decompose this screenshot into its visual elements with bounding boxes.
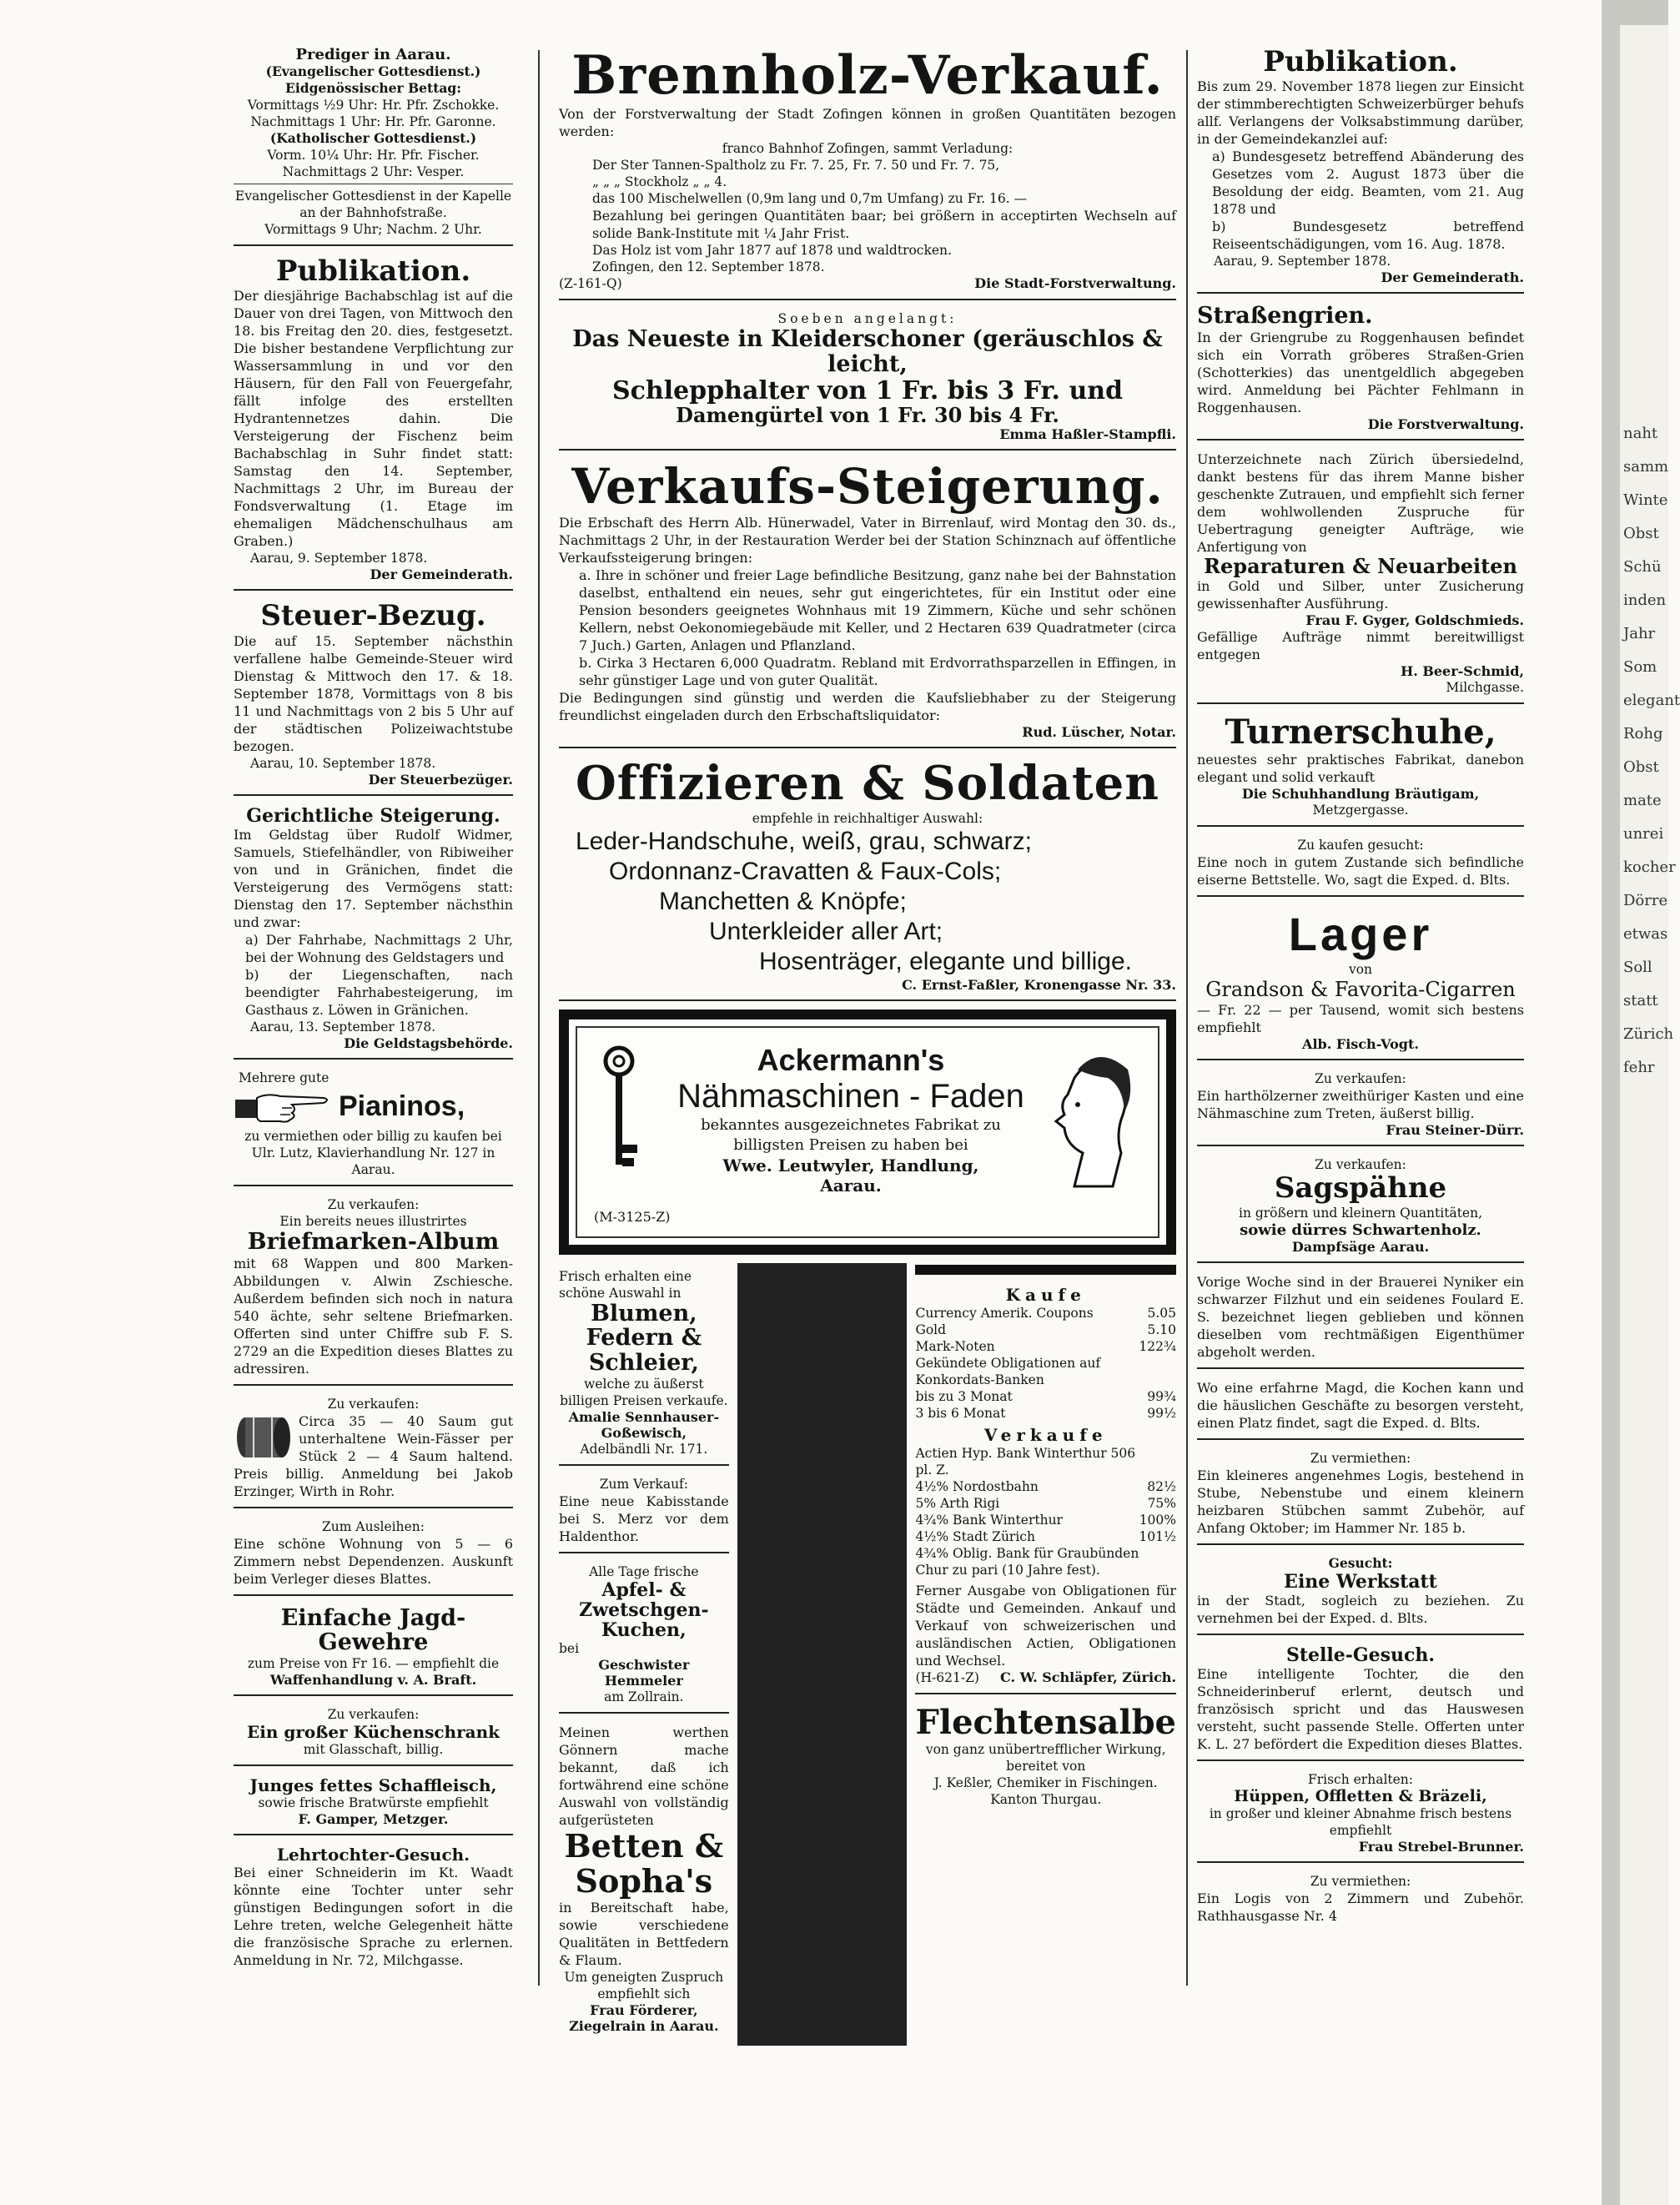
rates-kaufe-table: [915, 1305, 1176, 1422]
edge-text: Dörre: [1623, 892, 1668, 909]
ad-subtitle: Eidgenössischer Bettag:: [285, 80, 461, 96]
edge-text: kocher: [1623, 858, 1676, 876]
ad-body: Ein harthölzerner zweithüriger Kasten und eine Nähmaschine zum Treten, äußerst billig.: [1197, 1088, 1524, 1122]
ad-gericht: [234, 801, 513, 1060]
ad-line: Schlepphalter von 1 Fr. bis 3 Fr. und: [611, 375, 1124, 405]
ad-signature: Der Gemeinderath.: [1381, 269, 1524, 286]
ad-title: Das Neueste in Kleiderschoner (geräuschlos & leicht,: [572, 326, 1163, 378]
ad-body: Im Geldstag über Rudolf Widmer, Samuels, Stiefelhändler, von Ribiweiher von und in Gränichen, findet die Versteigerung des Vermögens statt: Dienstag den 17. September nächsthin und zwar:: [234, 826, 513, 930]
ad-strassengrien: [1197, 299, 1524, 440]
ad-body: Bei einer Schneiderin im Kt. Waadt könnte eine Tochter unter sehr günstigen Bedingungen sofort in die Lehre treten, welche Gelegenheit hätte die französische Sprache zu erlernen. Anmeldung in Nr. 72, Milchgasse.: [234, 1865, 513, 1969]
ad-code: (M-3125-Z): [594, 1208, 671, 1225]
ad-body: In der Griengrube zu Roggenhausen befindet sich ein Vorrath gröberes Straßen-Grien (Schotterkies) das unentgeldlich abgegeben wird. Anmeldung bei Pächter Fehlmann in Roggenhausen.: [1197, 330, 1524, 416]
ad-fundsachen: [1197, 1268, 1524, 1369]
ad-body: Eine noch in gutem Zustande sich befindliche eiserne Bettstelle. Wo, sagt die Exped. d. Blts.: [1197, 854, 1524, 889]
rate-row: [915, 1338, 1176, 1355]
ad-signature: Geschwister Hemmeler: [598, 1657, 690, 1689]
ad-place: Aarau.: [820, 1175, 882, 1196]
edge-text: Obst: [1623, 758, 1659, 776]
ad-signature: Die Forstverwaltung.: [1367, 416, 1524, 433]
rate-value: 5.05: [1147, 1305, 1177, 1321]
ad-pretitle: Zu kaufen gesucht:: [1297, 838, 1424, 853]
rate-label: Currency Amerik. Coupons: [915, 1305, 1094, 1321]
ad-verkaufs-steigerung: [559, 456, 1176, 748]
ad-pretitle: Zu verkaufen:: [327, 1196, 420, 1212]
ad-subtitle: empfehle in reichhaltiger Auswahl:: [752, 810, 983, 826]
ad-title: Sagspähne: [1274, 1171, 1447, 1206]
ad-body: Ein kleineres angenehmes Logis, bestehend in Stube, Nebenstube und einem kleinern heizbaren Stübchen sammt Zubehör, auf Anfang Oktober; im Hammer Nr. 185 b.: [1197, 1467, 1524, 1536]
ad-body: Um geneigten Zuspruch empfiehlt sich: [564, 1969, 724, 2001]
ad-body: von ganz unübertrefflicher Wirkung, bereitet von: [925, 1741, 1166, 1774]
ad-lager: [1197, 902, 1524, 1060]
rate-row: [915, 1512, 1176, 1528]
column-rule: [1186, 50, 1188, 1986]
ad-subtitle: (Evangelischer Gottesdienst.): [265, 63, 481, 79]
ad-line: Evangelischer Gottesdienst in der Kapelle an der Bahnhofstraße.: [234, 184, 513, 221]
ad-brennholz: [559, 42, 1176, 300]
rate-value: [1139, 1445, 1176, 1478]
bottom-split: [559, 1263, 1176, 2046]
rate-value: 82½: [1147, 1478, 1177, 1494]
rate-row: [915, 1528, 1176, 1545]
ad-date: Aarau, 10. September 1878.: [250, 755, 436, 771]
barrel-icon: [234, 1412, 292, 1462]
edge-text: Winte: [1623, 491, 1668, 509]
ad-body: bei: [559, 1641, 580, 1657]
ad-title: Apfel- & Zwetschgen-Kuchen,: [579, 1578, 709, 1641]
ad-body: in der Stadt, sogleich zu beziehen. Zu vernehmen bei der Exped. d. Blts.: [1197, 1593, 1524, 1627]
rate-value: [1139, 1545, 1176, 1578]
ad-title: Junges fettes Schaffleisch,: [249, 1775, 497, 1796]
ad-sagspaehne: [1197, 1151, 1524, 1262]
ad-signature: Frau Steiner-Dürr.: [1386, 1122, 1524, 1139]
rate-row: [915, 1355, 1176, 1388]
ad-signature: Frau Förderer,: [590, 2001, 698, 2018]
next-page-fragments: [1623, 417, 1680, 1085]
ad-title: Hüppen, Offletten & Bräzeli,: [1234, 1787, 1487, 1806]
ad-subtitle: Ein bereits neues illustrirtes: [279, 1213, 467, 1229]
ad-body: Gefällige Aufträge nimmt bereitwilligst entgegen: [1197, 629, 1524, 663]
rate-value: 100%: [1139, 1512, 1177, 1528]
rate-value: 75%: [1147, 1495, 1177, 1511]
ad-bettstelle: [1197, 832, 1524, 897]
ad-body: Der diesjährige Bachabschlag ist auf die Dauer von drei Tagen, von Mittwoch den 18. bis Freitag den 20. dies, festgesetzt. Die bisher bestandene Verpflichtung zur Wassersammlung in und vor den Häusern, für den Fall von Feuergefahr, fällt infolge des erstellten Hydrantennetzes dahin. Die Versteigerung der Fischenz beim Bachabschlag in Suhr findet statt: Samstag den 14. September, Nachmittags 2 Uhr, im Bureau der Fondsverwaltung (1. Etage im ehemaligen Mädchenschulhaus am Graben.): [234, 288, 513, 550]
rate-row: [915, 1445, 1176, 1478]
ad-weinfaesser: [234, 1391, 513, 1508]
ad-pretitle: Zu verkaufen:: [1315, 1157, 1406, 1173]
rate-label: Mark-Noten: [915, 1338, 995, 1354]
ad-signature: Frau F. Gyger, Goldschmieds.: [1305, 612, 1524, 629]
ad-body: sowie dürres Schwartenholz.: [1240, 1221, 1481, 1239]
ad-title: Stelle-Gesuch.: [1285, 1644, 1436, 1667]
ad-flechtensalbe: [915, 1699, 1176, 1815]
next-page-paper: [1620, 25, 1680, 2205]
ad-title: Lager: [1288, 908, 1433, 961]
ad-magd: [1197, 1374, 1524, 1440]
ad-body: Ferner Ausgabe von Obligationen für Städte und Gemeinden. Ankauf und Verkauf von schweizerischen und ausländischen Actien, Obligationen und Wechsel.: [915, 1582, 1177, 1669]
ad-body: zum Preise von Fr 16. — empfiehlt die: [247, 1656, 500, 1672]
edge-text: Jahr: [1623, 625, 1656, 642]
ad-title: Gerichtliche Steigerung.: [246, 804, 500, 827]
ad-line: „ „ „ Stockholz „ „ 4.: [592, 174, 727, 190]
edge-text: samm: [1623, 458, 1669, 476]
ad-body: Eine schöne Wohnung von 5 — 6 Zimmern nebst Dependenzen. Auskunft beim Verleger dieses Blattes.: [234, 1535, 513, 1587]
ad-subtitle: (Katholischer Gottesdienst.): [269, 130, 477, 146]
ad-title: Verkaufs-Steigerung.: [571, 458, 1164, 516]
next-page-edge: [1602, 0, 1680, 2205]
rate-label: 4½% Stadt Zürich: [915, 1528, 1035, 1544]
ad-pretitle: Zu verkaufen:: [327, 1707, 420, 1723]
ad-title: Publikation.: [275, 254, 471, 288]
rate-label: 4¾% Bank Winterthur: [915, 1512, 1063, 1528]
ad-line: Manchetten & Knöpfe;: [659, 887, 907, 915]
ad-body: mit Glasschaft, billig.: [303, 1742, 444, 1758]
ad-steuer: [234, 596, 513, 795]
ad-subtitle: von: [1348, 962, 1373, 978]
ad-body: Die Bedingungen sind günstig und werden die Kaufsliebhaber zu der Steigerung freundlichst eingeladen durch den Erbschaftsliquidator:: [559, 689, 1176, 723]
ad-body: bekanntes ausgezeichnetes Fabrikat zu billigsten Preisen zu haben bei: [701, 1115, 1001, 1154]
ad-betten: [559, 1719, 729, 2041]
black-bar: [915, 1265, 1176, 1275]
ad-title: Brennholz-Verkauf.: [571, 44, 1164, 107]
ad-ackermann: [559, 1009, 1176, 1255]
ad-prediger: [234, 42, 513, 246]
ad-body: Circa 35 — 40 Saum gut unterhaltene Wein-Fässer per Stück 2 — 4 Saum haltend. Preis billig. Anmeldung bei Jakob Erzinger, Wirth in Rohr.: [234, 1412, 513, 1499]
ad-pretitle: Zu vermiethen:: [1310, 1874, 1411, 1890]
ad-line: das 100 Mischelwellen (0,9m lang und 0,7m Umfang) zu Fr. 16. —: [592, 191, 1028, 207]
edge-text: Soll: [1623, 959, 1652, 976]
ad-signature: Die Schuhhandlung Bräutigam,: [1241, 786, 1480, 803]
edge-text: unrei: [1623, 825, 1664, 843]
ad-pretitle: Zu vermiethen:: [1310, 1450, 1411, 1466]
ad-body: Die Erbschaft des Herrn Alb. Hünerwadel, Vater in Birrenlauf, wird Montag den 30. ds., Nachmittags 2 Uhr, in der Restauration Werder bei der Station Schinznach auf öffentliche Verkaufssteigerung bringen:: [559, 514, 1176, 566]
rate-label: 3 bis 6 Monat: [915, 1405, 1006, 1421]
ad-signature: Der Gemeinderath.: [370, 566, 513, 583]
ad-body: in großer und kleiner Abnahme frisch bestens empfiehlt: [1209, 1806, 1512, 1839]
ad-werkstatt: [1197, 1550, 1524, 1635]
column-middle: [559, 42, 1176, 2188]
ad-item: a. Ihre in schöner und freier Lage befindliche Besitzung, ganz nahe bei der Bahnstation daselbst, enthaltend ein neues, sehr gut eingerichtetes, für ein Institut oder eine Pension besonders geeignetes Wohnhaus mit 19 Zimmern, Küche und sehr schönen Kellern, nebst Oekonomiegebäude mit Keller, und 2 Hectaren 639 Quadratmeter (circa 7 Juch.) Garten, Anlagen und Pflanzland.: [579, 566, 1176, 653]
ad-line: Vormittags 9 Uhr; Nachm. 2 Uhr.: [264, 222, 482, 237]
ad-title: Lehrtochter-Gesuch.: [276, 1845, 470, 1865]
ad-body: Ein Logis von 2 Zimmern und Zubehör. Rathhausgasse Nr. 4: [1197, 1890, 1524, 1925]
ad-kleiderschoner: [559, 305, 1176, 451]
ad-schaffleisch: [234, 1771, 513, 1835]
ad-briefmarken: [234, 1191, 513, 1386]
key-icon: [594, 1043, 644, 1185]
ad-wohnung: [234, 1513, 513, 1596]
ad-body: Eine neue Kabisstande bei S. Merz vor dem Haldenthor.: [559, 1493, 729, 1544]
ad-title: Betten & Sopha's: [564, 1827, 724, 1900]
rate-row: [915, 1321, 1176, 1338]
ad-reparaturen: [1197, 446, 1524, 704]
ad-line: Damengürtel von 1 Fr. 30 bis 4 Fr.: [676, 402, 1059, 427]
ad-date: Zofingen, den 12. September 1878.: [592, 259, 825, 275]
ad-title: Publikation.: [1263, 45, 1458, 78]
ad-body: Die auf 15. September nächsthin verfallene halbe Gemeinde-Steuer wird Dienstag & Mittwoch den 17. & 18. September 1878, Vormittags von 8 bis 11 und Nachmittags von 2 bis 5 Uhr auf der städtischen Polizeiwachtstube bezogen.: [234, 632, 513, 754]
ad-blumen: [559, 1263, 729, 1466]
rates-verkaufe-table: [915, 1445, 1176, 1578]
rate-row: [915, 1478, 1176, 1495]
ad-code: (H-621-Z): [915, 1669, 979, 1685]
edge-text: naht: [1623, 425, 1658, 442]
column-left: [234, 42, 513, 2188]
rate-label: 4¾% Oblig. Bank für Graubünden Chur zu pari (10 Jahre fest).: [915, 1545, 1139, 1578]
ad-title: Prediger in Aarau.: [295, 46, 451, 63]
ad-signature: Emma Haßler-Stampfli.: [999, 426, 1176, 443]
ad-line: franco Bahnhof Zofingen, sammt Verladung:: [722, 141, 1014, 157]
edge-text: Zürich: [1623, 1025, 1674, 1043]
edge-text: mate: [1623, 792, 1662, 809]
ad-pretitle: Zu verkaufen:: [327, 1396, 420, 1412]
column-rule: [737, 1263, 908, 2046]
rate-value: 99½: [1147, 1405, 1177, 1421]
ad-address: Kanton Thurgau.: [990, 1791, 1102, 1807]
ad-line: Bezahlung bei geringen Quantitäten baar; bei größern in acceptirten Wechseln auf solide Bank-Institute mit ¼ Jahr Frist.: [592, 208, 1176, 242]
ad-stelle: [1197, 1640, 1524, 1761]
ad-line: Nachmittags 2 Uhr: Vesper.: [282, 164, 465, 179]
rate-label: Actien Hyp. Bank Winterthur 506 pl. Z.: [915, 1445, 1136, 1478]
edge-text: Schü: [1623, 558, 1662, 576]
ad-body: Unterzeichnete nach Zürich übersiedelnd, dankt bestens für das ihrem Manne bisher geschenkte Zutrauen, und empfiehlt sich ferner dem wohlwollenden Zuspruche für Uebertragung geneigter Aufträge, wie Anfertigung von: [1197, 451, 1524, 556]
edge-text: etwas: [1623, 925, 1668, 943]
edge-text: Som: [1623, 658, 1657, 676]
ad-title: Einfache Jagd-Gewehre: [280, 1604, 466, 1656]
ad-logis: [1197, 1445, 1524, 1545]
ad-signature: Amalie Sennhauser-Goßewisch,: [568, 1408, 720, 1441]
ad-address: am Zollrain.: [604, 1689, 684, 1705]
rate-row: [915, 1388, 1176, 1405]
ad-pretitle: Frisch erhalten:: [1307, 1772, 1414, 1788]
rate-value: [1139, 1355, 1176, 1388]
ad-date: Aarau, 9. September 1878.: [250, 551, 428, 566]
rate-label: Gekündete Obligationen auf Konkordats-Banken: [915, 1355, 1101, 1387]
column-rule: [538, 50, 540, 1986]
ad-title: Briefmarken-Album: [247, 1228, 500, 1255]
ad-title: Blumen, Federn & Schleier,: [586, 1300, 702, 1376]
rate-row: [915, 1495, 1176, 1512]
ad-kasten: [1197, 1065, 1524, 1146]
ad-kurse: [915, 1280, 1176, 1694]
ad-address: Metzgergasse.: [1312, 803, 1409, 818]
rate-value: 99¾: [1147, 1388, 1177, 1404]
ad-logis2: [1197, 1868, 1524, 1931]
rate-value: 101½: [1139, 1528, 1177, 1544]
ad-body: welche zu äußerst billigen Preisen verkaufe.: [560, 1376, 728, 1408]
ad-signature: Wwe. Leutwyler, Handlung,: [722, 1155, 979, 1175]
ad-signature: F. Gamper, Metzger.: [298, 1811, 449, 1828]
ad-body: — Fr. 22 — per Tausend, womit sich bestens empfiehlt: [1197, 1002, 1524, 1036]
ad-signature: Alb. Fisch-Vogt.: [1302, 1036, 1419, 1053]
ad-title: Flechtensalbe: [915, 1702, 1177, 1742]
ad-pianinos: [234, 1065, 513, 1186]
ad-pretitle: Soeben angelangt:: [777, 311, 958, 327]
ad-signature: Die Geldstagsbehörde.: [344, 1035, 513, 1051]
ad-jagdgewehre: [234, 1601, 513, 1696]
ad-address: Adelbändli Nr. 171.: [580, 1441, 708, 1457]
ad-subtitle: Grandson & Favorita-Cigarren: [1205, 978, 1516, 1002]
ad-body: sowie frische Bratwürste empfiehlt: [258, 1795, 489, 1811]
column-right: [1197, 42, 1524, 2188]
edge-text: Rohg: [1623, 725, 1663, 743]
ad-body: neuestes sehr praktisches Fabrikat, danebon elegant und solid verkauft: [1197, 752, 1524, 786]
ad-body: mit 68 Wappen und 800 Marken-Abbildungen v. Alwin Zschiesche. Außerdem befinden sich noch in natura 540 ächte, sehr seltene Briefmarken. Offerten sind unter Chiffre sub F. S. 2729 an die Expedition dieses Blattes zu adressiren.: [234, 1255, 513, 1377]
ad-body: Meinen werthen Gönnern mache bekannt, daß ich fortwährend eine schöne Auswahl von vollständig aufgerüsteten: [559, 1724, 729, 1829]
ad-turnerschuhe: [1197, 709, 1524, 827]
ad-title: Ein großer Küchenschrank: [247, 1722, 500, 1743]
ad-code: (Z-161-Q): [559, 276, 622, 292]
rate-value: 5.10: [1147, 1321, 1177, 1337]
ad-address: Ziegelrain in Aarau.: [569, 2017, 719, 2034]
ad-pretitle: Zum Ausleihen:: [322, 1518, 425, 1534]
ad-kuechenschrank: [234, 1701, 513, 1766]
ad-line: Das Holz ist vom Jahr 1877 auf 1878 und waldtrocken.: [592, 243, 952, 259]
edge-text: statt: [1623, 992, 1658, 1009]
ad-line: Nachmittags 1 Uhr: Hr. Pfr. Garonne.: [250, 114, 496, 129]
edge-text: fehr: [1623, 1059, 1655, 1076]
ad-pretitle: Mehrere gute: [239, 1070, 329, 1085]
rate-row: [915, 1405, 1176, 1422]
rate-label: 4½% Nordostbahn: [915, 1478, 1039, 1494]
edge-text: elegant: [1623, 692, 1680, 709]
ad-line: Vormittags ½9 Uhr: Hr. Pfr. Zschokke.: [247, 98, 500, 113]
ad-signature: Rud. Lüscher, Notar.: [1022, 723, 1176, 740]
ad-signature: J. Keßler, Chemiker in Fischingen.: [933, 1775, 1158, 1790]
ad-pretitle: Frisch erhalten eine schöne Auswahl in: [559, 1268, 692, 1301]
ad-line: Unterkleider aller Art;: [709, 917, 943, 945]
ad-pretitle: Alle Tage frische: [589, 1563, 699, 1579]
rate-label: bis zu 3 Monat: [915, 1388, 1013, 1404]
ad-title: Steuer-Bezug.: [260, 599, 486, 633]
ad-title: Ackermann's: [757, 1042, 945, 1077]
ad-title: Reparaturen & Neuarbeiten: [1204, 554, 1517, 579]
ad-kabisstande: [559, 1471, 729, 1553]
ad-body: in Bereitschaft habe, sowie verschiedene Qualitäten in Bettfedern & Flaum.: [559, 1899, 729, 1968]
ad-body: in größern und kleinern Quantitäten,: [1238, 1205, 1483, 1221]
ad-line: Der Ster Tannen-Spaltholz zu Fr. 7. 25, Fr. 7. 50 und Fr. 7. 75,: [592, 158, 1000, 174]
ad-date: Aarau, 9. September 1878.: [1214, 254, 1391, 269]
ad-item: b) Bundesgesetz betreffend Reiseentschädigungen, vom 16. Aug. 1878.: [1212, 219, 1524, 253]
ad-signature: Waffenhandlung v. A. Braft.: [269, 1672, 477, 1689]
ad-body: in Gold und Silber, unter Zusicherung gewissenhafter Ausführung.: [1197, 578, 1524, 612]
ad-title: Verkaufe: [983, 1424, 1108, 1445]
edge-text: Obst: [1623, 525, 1659, 542]
ad-signature: C. Ernst-Faßler, Kronengasse Nr. 33.: [902, 976, 1176, 993]
ad-publikation-bund: [1197, 42, 1524, 294]
ad-lehrtochter: [234, 1840, 513, 1976]
ad-publikation-bach: [234, 251, 513, 591]
ad-signature: Die Stadt-Forstverwaltung.: [974, 275, 1176, 292]
ad-line: Ordonnanz-Cravatten & Faux-Cols;: [609, 857, 1002, 885]
rate-label: Gold: [915, 1321, 947, 1337]
ad-item: a) Der Fahrhabe, Nachmittags 2 Uhr, bei der Wohnung des Geldstagers und: [245, 931, 513, 965]
ad-body: Bis zum 29. November 1878 liegen zur Einsicht der stimmberechtigten Schweizerbürger behufs allf. Verlangens der Volksabstimmung darüber, in der Gemeindekanzlei auf:: [1197, 78, 1524, 148]
ad-signature: H. Beer-Schmid,: [1401, 663, 1524, 680]
ad-line: Vorm. 10¼ Uhr: Hr. Pfr. Fischer.: [267, 148, 480, 163]
womans-head-icon: [1041, 1045, 1141, 1195]
ad-signature: Dampfsäge Aarau.: [1291, 1238, 1430, 1255]
ad-body: zu vermiethen oder billig zu kaufen bei Ulr. Lutz, Klavierhandlung Nr. 127 in Aarau.: [244, 1128, 502, 1177]
ad-item: b) der Liegenschaften, nach beendigter Fahrhabesteigerung, im Gasthaus z. Löwen in Gränichen.: [245, 966, 513, 1018]
ad-body: Vorige Woche sind in der Brauerei Nyniker ein schwarzer Filzhut und ein seidenes Foulard E. S. bezeichnet liegen geblieben und können dieselben vom rechtmäßigen Eigenthümer abgeholt werden.: [1197, 1273, 1524, 1360]
ad-body: Wo eine erfahrne Magd, die Kochen kann und die häuslichen Geschäfte zu besorgen versteht, einen Platz findet, sagt die Exped. d. Blts.: [1197, 1379, 1524, 1431]
ad-item: a) Bundesgesetz betreffend Abänderung des Gesetzes vom 2. August 1873 über die Besoldung der eidg. Beamten, vom 21. Aug 1878 und: [1212, 149, 1524, 218]
bottom-left: [559, 1263, 737, 2046]
ad-address: Milchgasse.: [1446, 680, 1524, 696]
ad-line: Hosenträger, elegante und billige.: [759, 947, 1132, 975]
ad-title: Pianinos,: [339, 1090, 465, 1123]
rate-row: [915, 1305, 1176, 1321]
ad-kuchen: [559, 1558, 729, 1714]
ad-title: Nähmaschinen - Faden: [677, 1077, 1024, 1115]
rate-row: [915, 1545, 1176, 1578]
ad-title: Straßengrien.: [1197, 303, 1373, 330]
ad-hueppen: [1197, 1766, 1524, 1863]
pointing-hand-icon: [234, 1086, 334, 1128]
ad-title: Eine Werkstatt: [1284, 1570, 1437, 1593]
ad-offizieren: [559, 753, 1176, 1001]
ad-title: Turnerschuhe,: [1225, 712, 1496, 753]
rate-value: 122¾: [1139, 1338, 1177, 1354]
ad-signature: C. W. Schläpfer, Zürich.: [1000, 1669, 1177, 1685]
ad-date: Aarau, 13. September 1878.: [250, 1019, 436, 1035]
ad-title: Kaufe: [1005, 1284, 1086, 1305]
ad-item: b. Cirka 3 Hectaren 6,000 Quadratm. Rebland mit Erdvorrathsparzellen in Effingen, in sehr günstiger Lage und von guter Qualität.: [579, 654, 1176, 688]
ad-pretitle: Gesucht:: [1328, 1554, 1393, 1571]
ad-pretitle: Zu verkaufen:: [1315, 1071, 1406, 1087]
ad-body: Von der Forstverwaltung der Stadt Zofingen können in großen Quantitäten bezogen werden:: [559, 106, 1176, 140]
rate-label: 5% Arth Rigi: [915, 1495, 1000, 1511]
ad-body: Eine intelligente Tochter, die den Schneiderinberuf erlernt, deutsch und französisch spricht und das Hauswesen versteht, sucht passende Stelle. Offerten unter K. L. 27 befördert die Expedition dieses Blattes.: [1197, 1666, 1524, 1753]
ad-title: Offizieren & Soldaten: [575, 755, 1160, 811]
ad-pretitle: Zum Verkauf:: [599, 1476, 689, 1492]
bottom-right: [907, 1263, 1176, 2046]
edge-text: inden: [1623, 592, 1667, 609]
ad-signature: Der Steuerbezüger.: [368, 771, 513, 788]
ad-line: Leder-Handschuhe, weiß, grau, schwarz;: [576, 827, 1032, 855]
ad-signature: Frau Strebel-Brunner.: [1358, 1839, 1524, 1855]
